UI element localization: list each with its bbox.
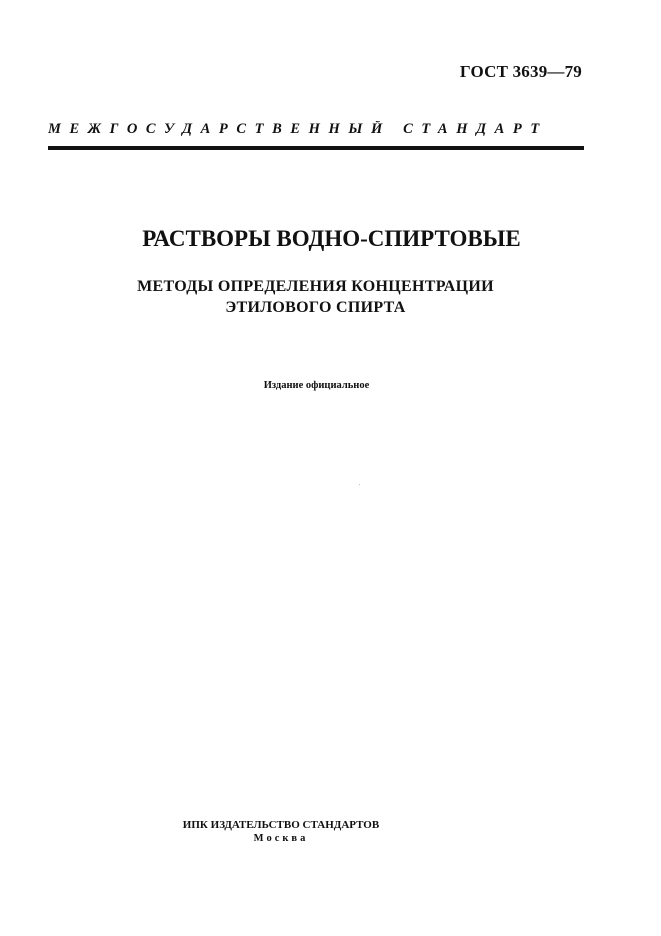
subtitle-line: ЭТИЛОВОГО СПИРТА [225,299,406,316]
document-title: РАСТВОРЫ ВОДНО-СПИРТОВЫЕ [142,226,521,251]
document-subtitle [0,276,631,318]
publisher-name: ИПК ИЗДАТЕЛЬСТВО СТАНДАРТОВ [182,819,380,831]
edition-label: Издание официальное [263,380,370,391]
header-divider [48,146,584,150]
subtitle-line: МЕТОДЫ ОПРЕДЕЛЕНИЯ КОНЦЕНТРАЦИИ [137,278,494,295]
standard-number: ГОСТ 3639—79 [459,62,582,81]
scan-speck [359,484,360,485]
publisher-city: Москва [253,833,309,844]
standard-type-heading: МЕЖГОСУДАРСТВЕННЫЙ СТАНДАРТ [48,121,548,137]
publisher-block [0,818,562,846]
